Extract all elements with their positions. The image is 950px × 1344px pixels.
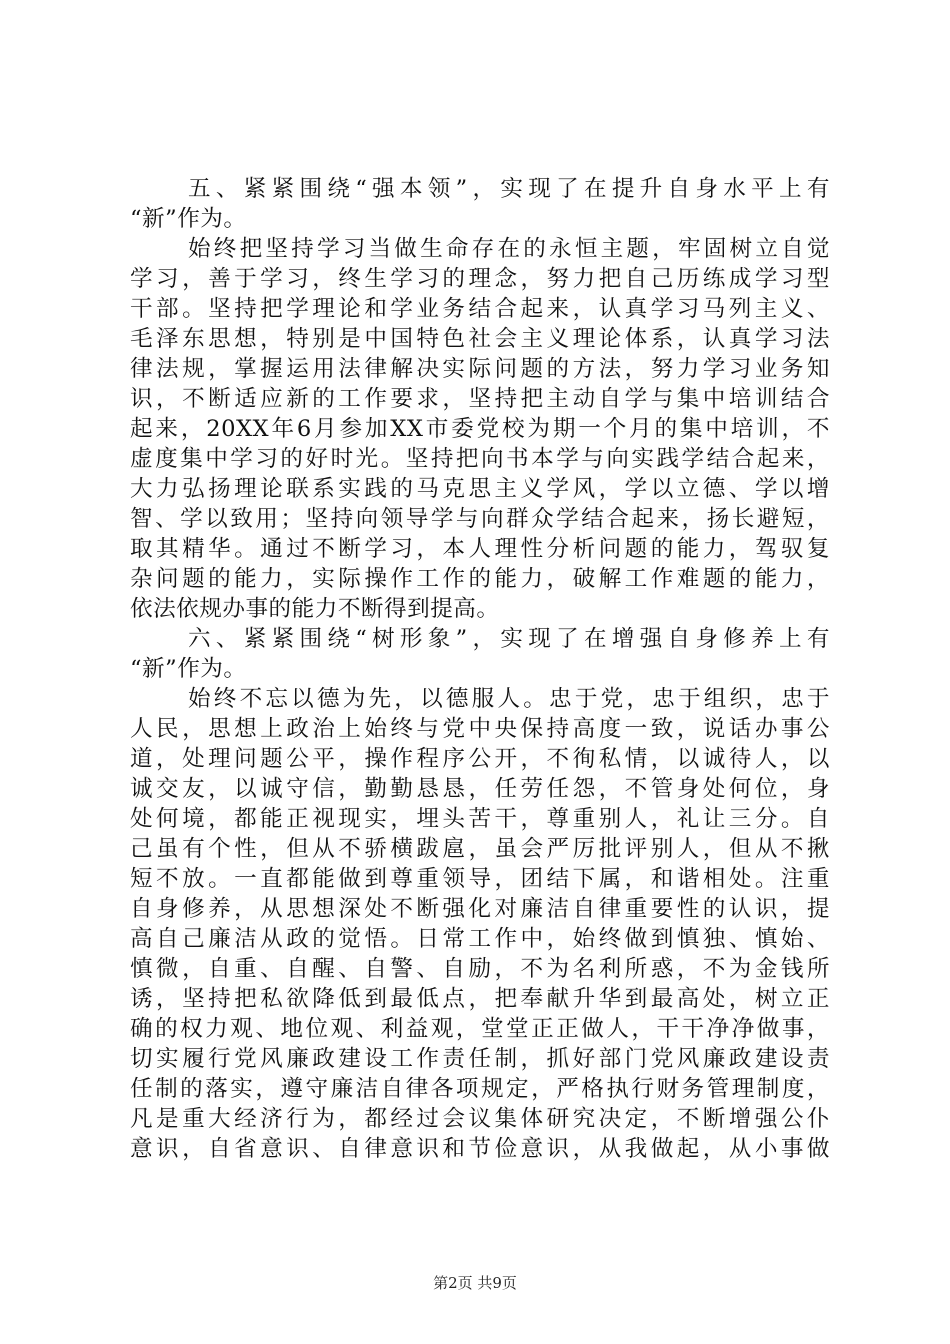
text-line: 虚度集中学习的好时光。坚持把向书本学与向实践学结合起来， [130, 446, 830, 472]
text-line: 大力弘扬理论联系实践的马克思主义学风，学以立德、学以增 [130, 476, 830, 502]
text-line: 取其精华。通过不断学习，本人理性分析问题的能力，驾驭复 [130, 536, 830, 562]
text-line: 干部。坚持把学理论和学业务结合起来，认真学习马列主义、 [130, 296, 830, 322]
document-body [130, 174, 830, 1164]
text-line: 智、学以致用；坚持向领导学与向群众学结合起来，扬长避短， [130, 506, 830, 532]
paragraph-study [130, 234, 830, 624]
text-line: 毛泽东思想，特别是中国特色社会主义理论体系，认真学习法 [130, 326, 830, 352]
text-line: “新”作为。 [130, 656, 247, 682]
text-line: 依法依规办事的能力不断得到提高。 [130, 596, 500, 622]
text-line: 六、紧紧围绕“树形象”，实现了在增强自身修养上有 [188, 626, 830, 652]
text-line: 人民，思想上政治上始终与党中央保持高度一致，说话办事公 [130, 716, 830, 742]
text-line: 高自己廉洁从政的觉悟。日常工作中，始终做到慎独、慎始、 [130, 926, 830, 952]
text-line: 确的权力观、地位观、利益观，堂堂正正做人，干干净净做事， [130, 1016, 830, 1042]
section-heading-6 [130, 624, 830, 684]
text-line: 慎微，自重、自醒、自警、自励，不为名利所惑，不为金钱所 [130, 956, 830, 982]
text-line: 处何境，都能正视现实，埋头苦干，尊重别人，礼让三分。自 [130, 806, 830, 832]
text-line: “新”作为。 [130, 206, 247, 232]
text-line: 意识，自省意识、自律意识和节俭意识，从我做起，从小事做 [130, 1136, 830, 1162]
text-line: 凡是重大经济行为，都经过会议集体研究决定，不断增强公仆 [130, 1106, 830, 1132]
page-footer [0, 1273, 950, 1293]
text-line: 己虽有个性，但从不骄横跋扈，虽会严厉批评别人，但从不揪 [130, 836, 830, 862]
page-number-label: 第2页 共9页 [433, 1274, 517, 1292]
text-line: 道，处理问题公平，操作程序公开，不徇私情，以诚待人，以 [130, 746, 830, 772]
text-line: 始终把坚持学习当做生命存在的永恒主题，牢固树立自觉 [188, 236, 830, 262]
text-line: 学习，善于学习，终生学习的理念，努力把自己历练成学习型 [130, 266, 830, 292]
text-line: 律法规，掌握运用法律解决实际问题的方法，努力学习业务知 [130, 356, 830, 382]
text-line: 诱，坚持把私欲降低到最低点，把奉献升华到最高处，树立正 [130, 986, 830, 1012]
text-line: 识，不断适应新的工作要求，坚持把主动自学与集中培训结合 [130, 386, 830, 412]
text-line: 始终不忘以德为先，以德服人。忠于党，忠于组织，忠于 [188, 686, 830, 712]
text-line: 五、紧紧围绕“强本领”，实现了在提升自身水平上有 [188, 176, 830, 202]
text-line: 起来，20XX年6月参加XX市委党校为期一个月的集中培训，不 [130, 416, 830, 442]
paragraph-integrity [130, 684, 830, 1164]
text-line: 杂问题的能力，实际操作工作的能力，破解工作难题的能力， [130, 566, 830, 592]
section-heading-5 [130, 174, 830, 234]
text-line: 切实履行党风廉政建设工作责任制，抓好部门党风廉政建设责 [130, 1046, 830, 1072]
text-line: 自身修养，从思想深处不断强化对廉洁自律重要性的认识，提 [130, 896, 830, 922]
text-line: 任制的落实，遵守廉洁自律各项规定，严格执行财务管理制度， [130, 1076, 830, 1102]
text-line: 短不放。一直都能做到尊重领导，团结下属，和谐相处。注重 [130, 866, 830, 892]
text-line: 诚交友，以诚守信，勤勤恳恳，任劳任怨，不管身处何位，身 [130, 776, 830, 802]
